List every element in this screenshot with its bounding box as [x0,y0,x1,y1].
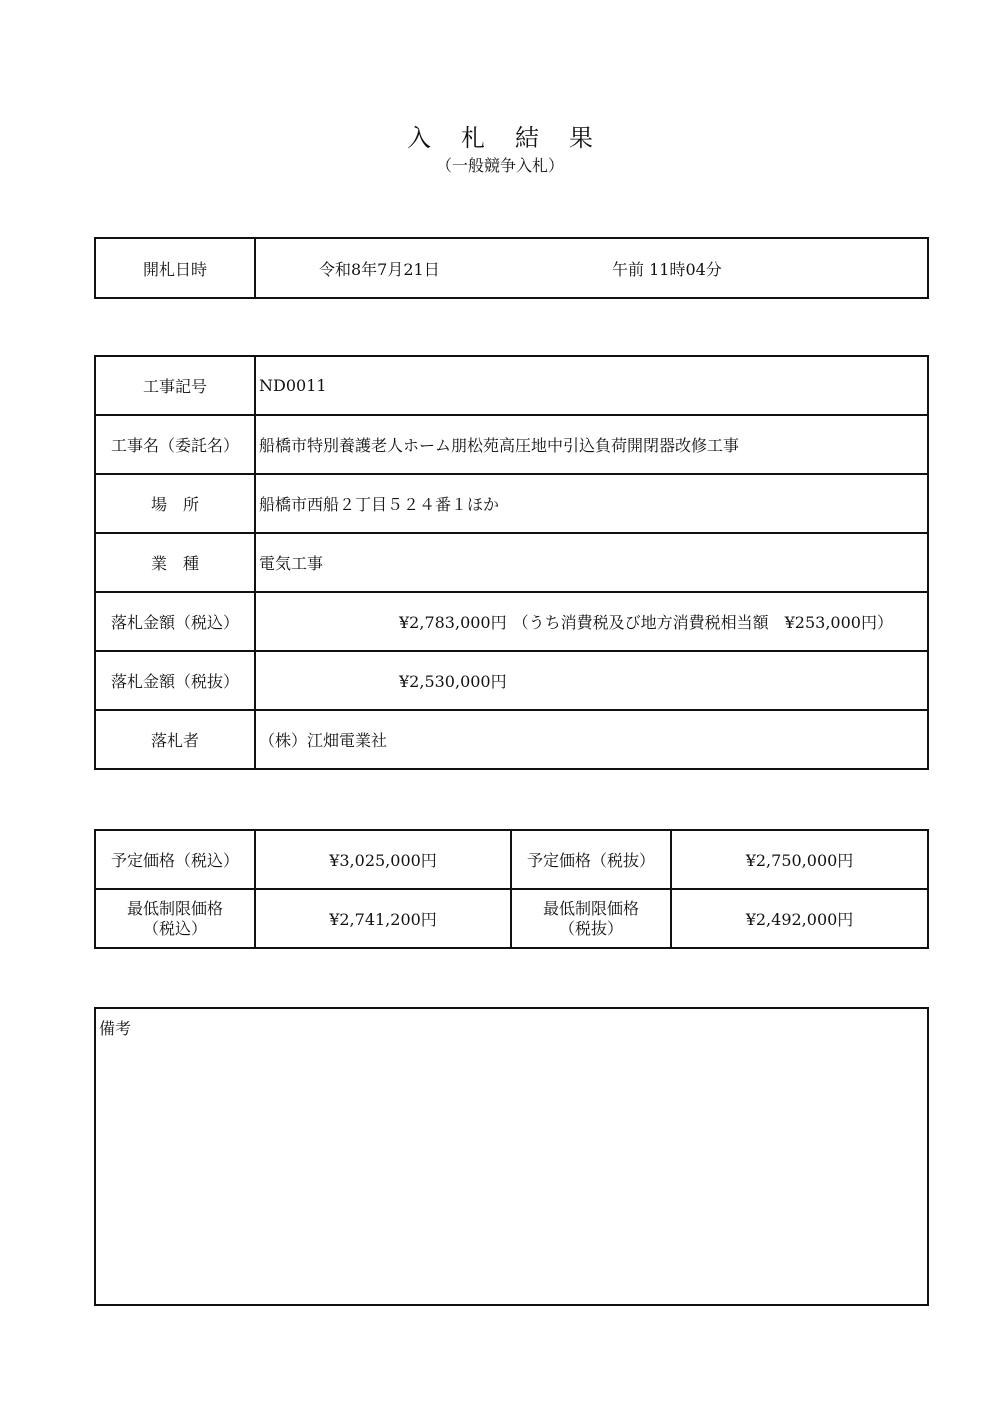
min-incl-value: ¥2,741,200円 [255,889,511,948]
min-incl-label-line2: （税込） [142,918,207,938]
bid-excl-label: 落札金額（税抜） [95,651,255,710]
table-row [95,533,928,592]
planned-excl-value: ¥2,750,000円 [671,830,928,889]
page-title: 入札結果 [407,124,623,152]
work-number-label: 工事記号 [95,356,255,415]
min-excl-label [511,889,671,948]
winner-label: 落札者 [95,710,255,769]
opening-label: 開札日時 [95,238,255,298]
opening-value [255,238,928,298]
min-incl-label-line1: 最低制限価格 [126,898,223,918]
details-table [94,355,929,770]
bid-excl-cell [255,651,928,710]
work-name-label: 工事名（委託名） [95,415,255,474]
bid-excl-value: ¥2,530,000円 [399,672,507,691]
table-row [95,415,928,474]
prices-table [94,829,929,949]
industry-label: 業 種 [95,533,255,592]
table-row [95,830,928,889]
min-excl-value: ¥2,492,000円 [671,889,928,948]
bid-tax-note: （うち消費税及び地方消費税相当額 ¥253,000円） [512,613,893,632]
bid-incl-label: 落札金額（税込） [95,592,255,651]
planned-incl-label: 予定価格（税込） [95,830,255,889]
page-subtitle: （一般競争入札） [435,156,564,175]
opening-row [95,238,928,298]
planned-incl-value: ¥3,025,000円 [255,830,511,889]
planned-excl-label: 予定価格（税抜） [511,830,671,889]
opening-date: 令和8年7月21日 [319,259,440,279]
location-label: 場 所 [95,474,255,533]
min-excl-label-line1: 最低制限価格 [542,898,639,918]
winner-value: （株）江畑電業社 [255,710,928,769]
remarks-box [94,1007,929,1306]
remarks-label: 備考 [99,1019,132,1038]
opening-table [94,237,929,299]
table-row [95,651,928,710]
min-excl-label-line2: （税抜） [558,918,623,938]
industry-value: 電気工事 [255,533,928,592]
table-row [95,474,928,533]
min-incl-label [95,889,255,948]
table-row [95,889,928,948]
bid-incl-value: ¥2,783,000円 [399,613,507,632]
bid-incl-cell [255,592,928,651]
table-row [95,356,928,415]
location-value: 船橋市西船２丁目５２４番１ほか [255,474,928,533]
table-row [95,592,928,651]
work-number-value: ND0011 [255,356,928,415]
opening-time: 午前 11時04分 [612,259,722,279]
table-row [95,710,928,769]
work-name-value: 船橋市特別養護老人ホーム朋松苑高圧地中引込負荷開閉器改修工事 [255,415,928,474]
